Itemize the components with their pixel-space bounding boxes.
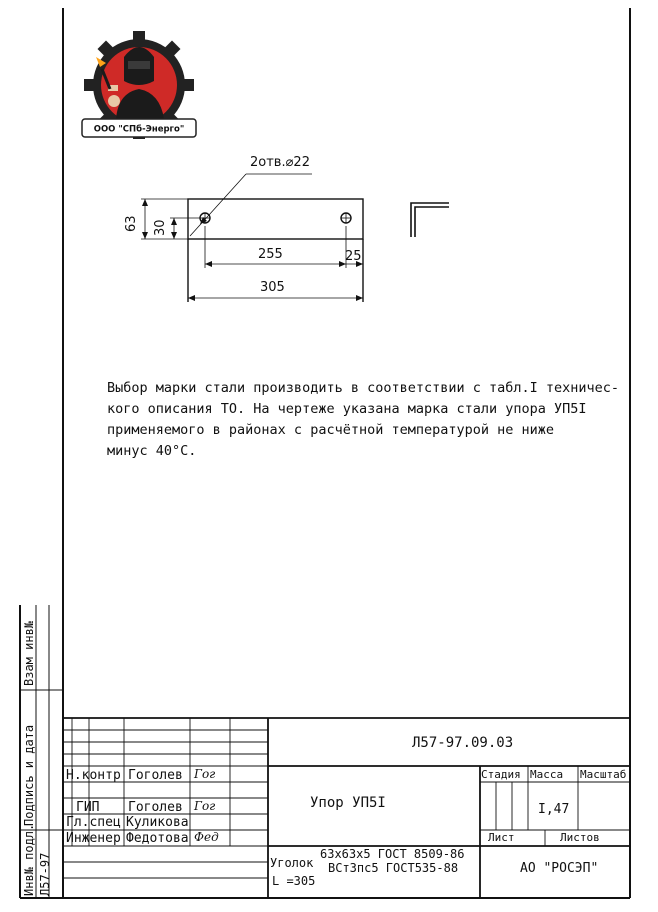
dim-height-total: 63 [124,215,139,232]
side-label-inv-orig: Инв№ подл. [22,823,36,896]
technical-note [107,378,627,462]
note-line: кого описания ТО. На чертеже указана марка стали упора УП5І [107,401,587,417]
signature-engineer: Фед [194,830,219,844]
doc-number: Л57-97.09.03 [412,735,514,751]
dim-height-hole: 30 [153,219,168,236]
material-spec-2: ВСт3пс5 ГОСТ535-88 [328,861,459,875]
material-prefix: Уголок [270,856,314,870]
role-gip: ГИП [76,800,100,815]
note-line: минус 40°С. [107,443,197,459]
material-spec-1: 63x63x5 ГОСТ 8509-86 [320,847,465,861]
role-n-kontr: Н.контр [66,768,121,783]
length-spec: L =305 [272,874,316,888]
name-engineer: Федотова [126,831,189,846]
signature-gip: Гог [194,799,216,813]
note-line: Выбор марки стали производить в соответствии с табл.I техничес- [107,380,620,396]
organization: АО "РОСЭП" [520,861,599,876]
dim-edge-offset: 25 [345,249,362,264]
name-gip: Гоголев [128,800,183,815]
holes-label: 2отв.⌀22 [250,155,310,170]
sheet-header: Лист [488,831,515,844]
side-label-replace-inv: Взам инв№ [22,620,36,686]
company-logo [80,27,198,152]
side-doc-code: Л57-97 [38,852,52,896]
mass-value: I,47 [538,802,570,817]
scale-header: Масштаб [580,768,627,781]
signature-n-kontr: Гог [194,767,216,781]
side-label-signature-date: Подпись и дата [22,724,36,826]
name-n-kontr: Гоголев [128,768,183,783]
name-gl-spec: Куликова [126,815,189,830]
part-name: Упор УП5І [310,795,386,811]
sheets-header: Листов [560,831,600,844]
dim-length: 305 [260,280,285,295]
stage-header: Стадия [481,768,521,781]
mass-header: Масса [530,768,564,781]
role-gl-spec: Гл.спец [66,815,121,830]
company-name: ООО "СПб-Энерго" [93,124,185,135]
role-engineer: Инженер [66,831,121,846]
note-line: применяемого в районах с расчётной температурой не ниже [107,422,555,438]
dim-hole-spacing: 255 [258,247,283,262]
